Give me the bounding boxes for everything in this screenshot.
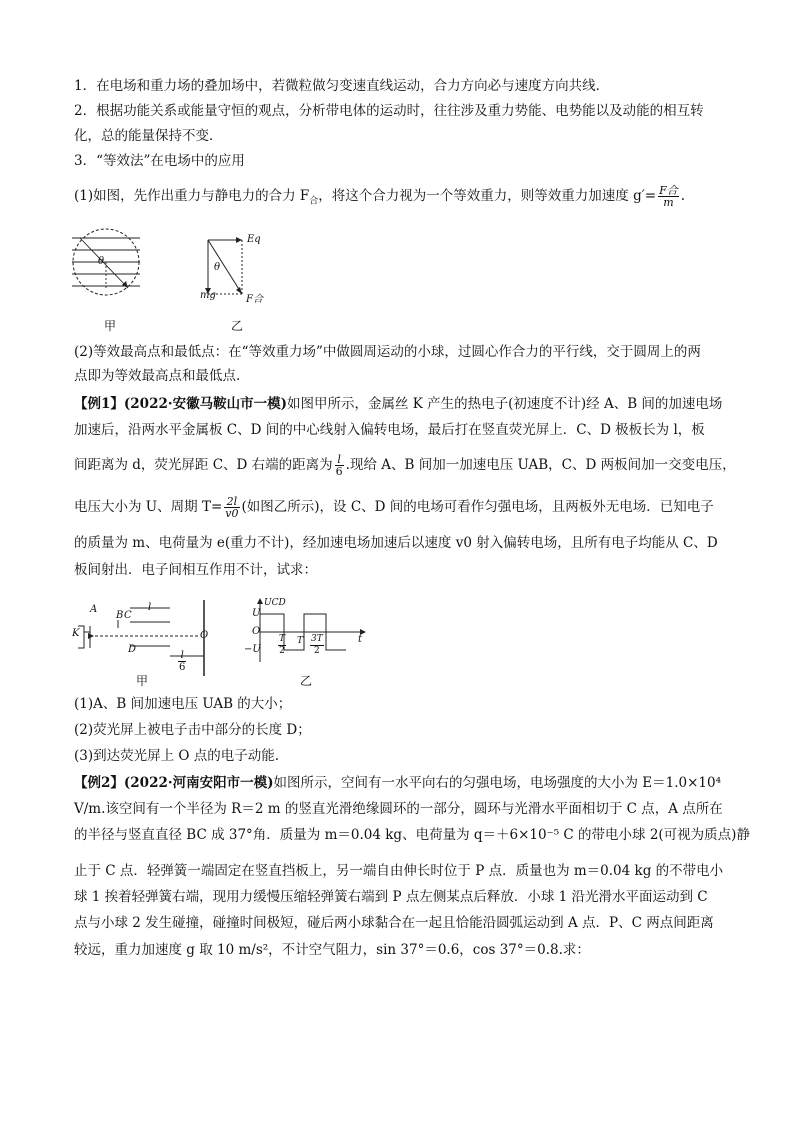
example-2-line-6: 点与小球 2 发生碰撞，碰撞时间极短，碰后两小球黏合在一起且恰能沿圆弧运动到 A 点．P、C 两点间距离 — [74, 915, 714, 931]
example-1-line-5: 的质量为 m、电荷量为 e(重力不计)，经加速电场加速后以速度 v0 射入偏转电场，且所有电子均能从 C、D — [74, 535, 718, 551]
wave-three-half-num: 3T — [311, 634, 323, 644]
apparatus-label-a: A — [90, 604, 98, 615]
wave-t-axis-label: t — [358, 634, 363, 645]
wave-three-half-fraction — [310, 634, 324, 657]
apparatus-fraction-num: l — [178, 650, 186, 662]
paragraph-1: 1．在电场和重力场的叠加场中，若微粒做匀变速直线运动，合力方向必与速度方向共线． — [74, 78, 610, 94]
paragraph-2-line-1: 2．根据功能关系或能量守恒的观点，分析带电体的运动时，往往涉及重力势能、电势能以及动能的相互转 — [74, 103, 704, 119]
l6-fraction — [335, 454, 344, 477]
wave-half-den: 2 — [279, 646, 285, 656]
g-fraction — [658, 185, 679, 208]
example-1-line-2: 加速后，沿两水平金属板 C、D 间的中心线射入偏转电场，最后打在竖直荧光屏上．C、D 极板长为 l，板 — [74, 422, 705, 438]
l6-den: 6 — [335, 465, 343, 478]
question-1: (1)A、B 间加速电压 UAB 的大小； — [74, 696, 292, 712]
example-1-tag: 【例1】 — [74, 396, 124, 412]
l6-num: l — [335, 454, 344, 466]
fig1-caption-left: 甲 — [104, 319, 117, 333]
paragraph-2-line-2: 化，总的能量保持不变． — [74, 128, 223, 144]
example-2-line-7: 较远，重力加速度 g 取 10 m/s²，不计空气阻力，sin 37°＝0.6，cos 37°＝0.8.求： — [74, 942, 590, 958]
apparatus-label-o: O — [200, 630, 209, 641]
period-num: 2l — [224, 496, 239, 508]
question-3: (3)到达荧光屏上 O 点的电子动能. — [74, 748, 280, 764]
example-2-source: (2022·河南安阳市一模) — [123, 775, 274, 791]
fig1-caption-right: 乙 — [231, 319, 244, 333]
fig1-f-label: F合 — [246, 294, 263, 305]
p4-pre: (1)如图，先作出重力与静电力的合力 F — [74, 188, 310, 204]
wave-tick-half — [276, 634, 288, 657]
wave-half-num: T — [279, 634, 286, 644]
paragraph-5-line-1: (2)等效最高点和最低点：在“等效重力场”中做圆周运动的小球，过圆心作合力的平行线，交于圆周上的两 — [74, 344, 701, 360]
example-1-line-1 — [74, 394, 734, 414]
example-1-l3-post: .现给 A、B 间加一加速电压 UAB，C、D 两板间加一交变电压， — [345, 457, 736, 473]
apparatus-label-k: K — [72, 628, 80, 639]
wave-half-fraction — [278, 634, 286, 657]
apparatus-label-l: l — [148, 602, 152, 613]
example-1-l3-pre: 间距离为 d，荧光屏距 C、D 右端的距离为 — [74, 457, 333, 473]
g-fraction-den: m — [663, 196, 674, 209]
p4-sub: 合 — [309, 196, 319, 207]
example-1-l4-pre: 电压大小为 U、周期 T= — [74, 499, 223, 515]
wave-tick-three-half — [308, 634, 326, 657]
fig2-caption-left: 甲 — [136, 674, 149, 688]
apparatus-label-c: C — [124, 610, 132, 621]
example-1-line-3 — [74, 454, 734, 477]
paragraph-5-line-2: 点即为等效最高点和最低点. — [74, 368, 241, 384]
fig1-mg-label: mg — [200, 290, 216, 301]
example-2-line-5: 球 1 挨着轻弹簧右端，现用力缓慢压缩轻弹簧右端到 P 点左侧某点后释放．小球 1 沿光滑水平面运动到 C — [74, 889, 708, 905]
wave-u-label: U — [252, 608, 261, 619]
g-fraction-num: F合 — [659, 184, 678, 197]
example-2-line-3: 的半径与竖直直径 BC 成 37°角．质量为 m＝0.04 kg、电荷量为 q＝＋6×10⁻⁵ C 的带电小球 2(可视为质点)静 — [74, 827, 750, 843]
example-2-line-4: 止于 C 点．轻弹簧一端固定在竖直挡板上，另一端自由伸长时位于 P 点．质量也为 m＝0.04 kg 的不带电小 — [74, 863, 724, 879]
fig2-caption-right: 乙 — [300, 674, 313, 688]
paragraph-4: (1)如图，先作出重力与静电力的合力 $F_合$，将这个合力视为一个等效重力，则等效重力加速度 g′= $\frac{\text{F合}}{m}$ . — [74, 184, 686, 209]
figure-circle-field — [70, 226, 142, 298]
example-2-tag: 【例2】 — [74, 775, 124, 791]
example-1-source: (2022·安徽马鞍山市一模) — [123, 396, 287, 412]
wave-three-half-den: 2 — [314, 646, 320, 656]
apparatus-fraction — [178, 650, 186, 673]
wave-neg-u-label: −U — [244, 644, 261, 655]
period-fraction — [224, 496, 239, 519]
wave-ucd-label: UCD — [264, 598, 286, 608]
fig1-theta-right: θ — [214, 262, 221, 273]
example-1-l4-post: (如图乙所示)，设 C、D 间的电场可看作匀强电场，且两板外无电场．已知电子 — [241, 499, 714, 515]
wave-tick-t: T — [297, 636, 304, 646]
example-1-line-4 — [74, 496, 734, 519]
apparatus-label-d: D — [128, 644, 137, 655]
period-den: v0 — [225, 507, 239, 520]
example-2-line-1 — [74, 773, 734, 793]
fig1-eq-label: Eq — [247, 234, 261, 245]
example-2-text-1: 如图所示，空间有一水平向右的匀强电场，电场强度的大小为 E＝1.0×10⁴ — [273, 775, 721, 791]
example-2-line-2: V/m.该空间有一个半径为 R＝2 m 的竖直光滑绝缘圆环的一部分，圆环与光滑水平面相切于 C 点，A 点所在 — [74, 801, 723, 817]
apparatus-distance-fraction — [176, 650, 188, 673]
figure-square-wave — [246, 598, 368, 666]
wave-origin-label: O — [252, 626, 261, 637]
example-1-text-1: 如图甲所示，金属丝 K 产生的热电子(初速度不计)经 A、B 间的加速电场 — [286, 396, 723, 412]
example-1-line-6: 板间射出．电子间相互作用不计，试求： — [74, 562, 317, 578]
p4-mid: ，将这个合力视为一个等效重力，则等效重力加速度 g′= — [318, 188, 657, 204]
apparatus-label-b: B — [116, 610, 124, 621]
paragraph-3: 3．“等效法”在电场中的应用 — [74, 153, 245, 169]
fig1-theta-left: θ — [98, 256, 105, 267]
apparatus-fraction-den: 6 — [179, 662, 186, 673]
question-2: (2)荧光屏上被电子击中部分的长度 D； — [74, 722, 311, 738]
